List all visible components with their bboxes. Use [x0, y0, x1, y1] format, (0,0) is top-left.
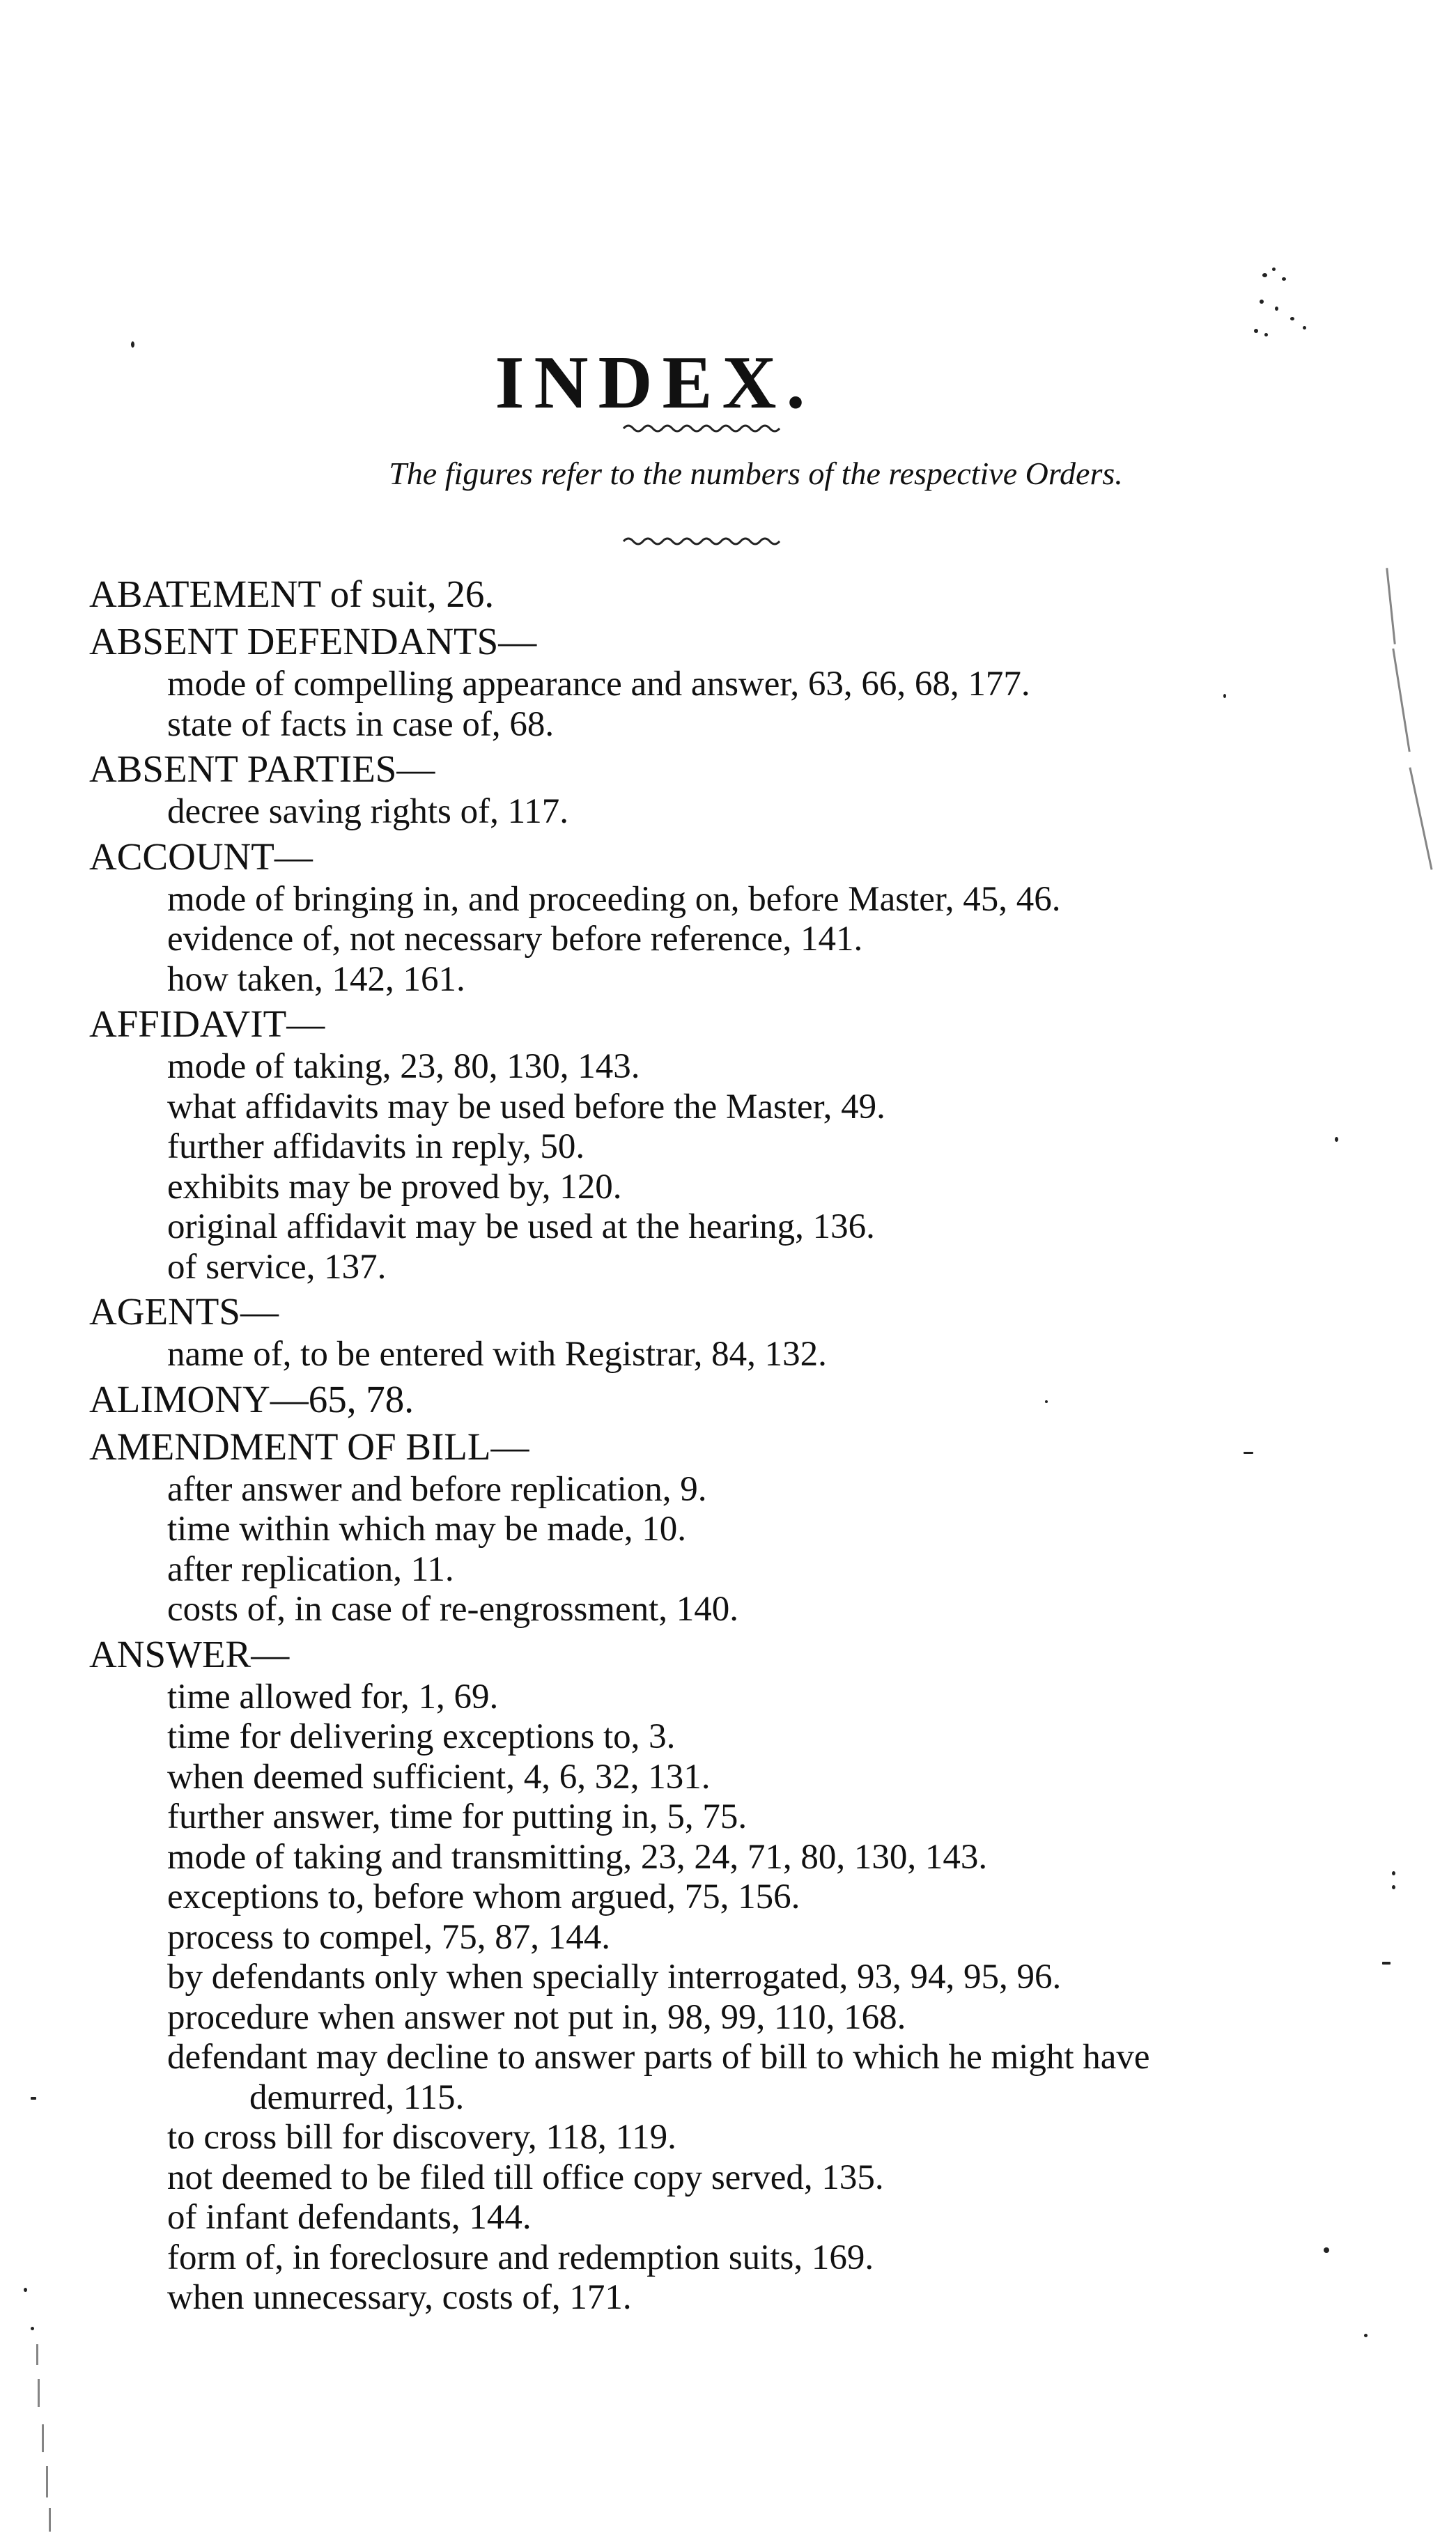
index-subentry: time within which may be made, 10. [167, 1510, 687, 1549]
index-heading: ABSENT DEFENDANTS— [89, 620, 537, 663]
index-subentry: time allowed for, 1, 69. [167, 1677, 499, 1717]
page-title: INDEX. [495, 341, 815, 424]
index-subentry: how taken, 142, 161. [167, 959, 465, 999]
index-subentry: further answer, time for putting in, 5, 75. [167, 1797, 748, 1836]
margin-stroke [1386, 568, 1395, 644]
index-subtitle: The figures refer to the numbers of the respective Orders. [389, 456, 1123, 491]
index-heading: AMENDMENT OF BILL— [89, 1425, 529, 1468]
index-subentry-continuation: demurred, 115. [249, 2077, 465, 2117]
print-speck [1254, 329, 1258, 333]
index-subentry: name of, to be entered with Registrar, 84, 132. [167, 1335, 827, 1374]
print-speck [1282, 277, 1286, 281]
index-subentry: evidence of, not necessary before reference, 141. [167, 920, 863, 959]
index-subentry: form of, in foreclosure and redemption suits, 169. [167, 2238, 874, 2277]
index-subentry: process to compel, 75, 87, 144. [167, 1917, 610, 1957]
index-subentry: further affidavits in reply, 50. [167, 1127, 585, 1166]
title-ornament [620, 418, 780, 439]
index-subentry: decree saving rights of, 117. [167, 792, 568, 831]
print-speck [1275, 307, 1278, 311]
print-speck [24, 2288, 27, 2292]
print-speck [1290, 317, 1294, 320]
index-subentry: what affidavits may be used before the Master, 49. [167, 1087, 885, 1126]
print-speck [31, 2097, 36, 2100]
index-subentry: defendant may decline to answer parts of bill to which he might have [167, 2038, 1150, 2077]
index-subentry: state of facts in case of, 68. [167, 704, 555, 744]
index-subentry: not deemed to be filed till office copy served, 135. [167, 2158, 884, 2197]
print-speck [1264, 333, 1268, 336]
index-heading: ACCOUNT— [89, 835, 313, 878]
print-speck [1262, 273, 1267, 277]
print-speck [1392, 1871, 1395, 1875]
index-subentry: by defendants only when specially interrogated, 93, 94, 95, 96. [167, 1958, 1062, 1997]
print-speck [1260, 300, 1264, 304]
margin-stroke [42, 2424, 44, 2452]
index-subentry: exceptions to, before whom argued, 75, 156. [167, 1877, 800, 1916]
index-subentry: mode of compelling appearance and answer, 63, 66, 68, 177. [167, 665, 1030, 704]
print-speck [1303, 326, 1306, 330]
print-speck [1392, 1885, 1395, 1889]
index-subentry: after replication, 11. [167, 1549, 454, 1589]
index-subentry: mode of taking, 23, 80, 130, 143. [167, 1047, 640, 1086]
index-subentry: costs of, in case of re-engrossment, 140. [167, 1590, 739, 1629]
index-heading: ABSENT PARTIES— [89, 747, 435, 790]
margin-stroke [1409, 767, 1432, 869]
margin-stroke [1392, 649, 1410, 752]
index-subentry: to cross bill for discovery, 118, 119. [167, 2118, 676, 2157]
index-subentry: mode of bringing in, and proceeding on, before Master, 45, 46. [167, 879, 1061, 919]
index-heading: ALIMONY—65, 78. [89, 1377, 414, 1420]
index-subentry: of infant defendants, 144. [167, 2198, 532, 2237]
index-subentry: time for delivering exceptions to, 3. [167, 1717, 676, 1756]
subtitle-ornament [620, 531, 780, 552]
index-heading: ABATEMENT of suit, 26. [89, 573, 495, 615]
margin-stroke [36, 2344, 38, 2365]
index-list [89, 571, 1385, 2318]
index-subentry: when deemed sufficient, 4, 6, 32, 131. [167, 1757, 711, 1797]
index-subentry: mode of taking and transmitting, 23, 24, 71, 80, 130, 143. [167, 1837, 988, 1877]
index-subentry: after answer and before replication, 9. [167, 1469, 707, 1509]
index-subentry: when unnecessary, costs of, 171. [167, 2278, 632, 2317]
index-subentry: procedure when answer not put in, 98, 99, 110, 168. [167, 1997, 906, 2037]
index-heading: AGENTS— [89, 1290, 279, 1333]
margin-stroke [38, 2379, 40, 2407]
margin-stroke [46, 2466, 48, 2497]
print-speck [31, 2327, 34, 2330]
index-subentry: exhibits may be proved by, 120. [167, 1167, 622, 1207]
index-heading: AFFIDAVIT— [89, 1002, 325, 1045]
print-speck [1364, 2334, 1368, 2337]
index-subentry: of service, 137. [167, 1247, 387, 1287]
index-heading: ANSWER— [89, 1632, 290, 1675]
margin-stroke [49, 2508, 51, 2532]
print-speck [1272, 268, 1276, 271]
index-subentry: original affidavit may be used at the hearing, 136. [167, 1207, 875, 1246]
